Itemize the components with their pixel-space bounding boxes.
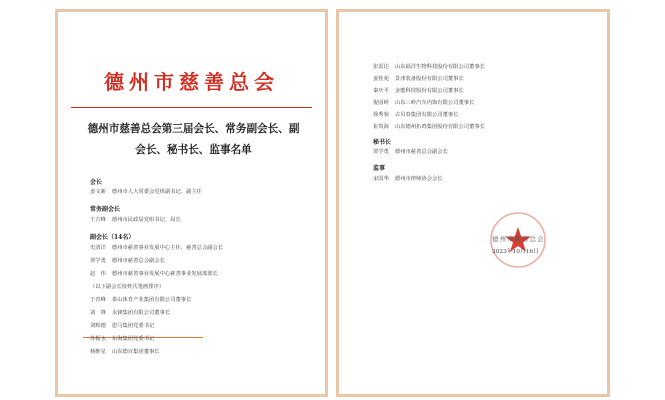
person-role: 德州市慈善事业发展中心慈善事业发展部部长: [111, 271, 218, 277]
letterhead-rule: [71, 107, 312, 108]
document-page-right: [336, 9, 610, 397]
person-row: [90, 336, 154, 343]
title-line-1: 德州市慈善总会第三届会长、常务副会长、副: [87, 123, 300, 135]
person-row: [90, 258, 165, 265]
person-role: 山东德州扒鸡集团股份有限公司董事长: [394, 124, 485, 130]
person-role: 山东德百集团董事长: [111, 349, 160, 355]
document-page-left: [55, 9, 328, 397]
person-row: [373, 124, 485, 131]
section-heading-supervisor: 监事: [373, 165, 386, 172]
person-role: 金能科技股份有限公司董事长: [394, 88, 464, 94]
person-row: [373, 64, 485, 71]
person-role: 泰山体育产业集团有限公司董事长: [111, 297, 192, 303]
person-row: [90, 245, 223, 252]
person-name: 姜桂苑: [373, 76, 389, 82]
person-role: 德州市慈善总会副会长: [111, 258, 165, 264]
person-row: [90, 349, 160, 356]
person-row: [373, 76, 464, 83]
letterhead-title: 德州市慈善总会: [104, 70, 279, 94]
person-name: 崔贵海: [373, 124, 389, 130]
person-row-highlighted: [90, 323, 154, 330]
person-name: 徐秀菊: [373, 112, 389, 118]
section-heading-vice-presidents: 副会长（14名）: [90, 234, 135, 241]
person-role: 德州市慈善事业发展中心主任、慈善总会副会长: [111, 245, 224, 251]
person-role: 永锋集团有限公司董事长: [111, 310, 171, 316]
section-heading-secretary: 秘书长: [373, 139, 392, 146]
person-row: [90, 297, 191, 304]
person-name: 贾学勇: [373, 149, 389, 155]
document-title: [74, 119, 313, 161]
person-row: [373, 112, 458, 119]
person-role: 德州市民政局党组书记、局长: [111, 217, 181, 223]
person-name: 张雷达: [373, 64, 389, 70]
seal-signature-text: 德州市慈善总会: [492, 235, 545, 243]
ordering-note: （以下副会长按姓氏笔画排序）: [90, 284, 165, 290]
person-row: [90, 217, 181, 224]
person-name: 秦庆平: [373, 88, 389, 94]
person-role: 景津装备股份有限公司董事长: [394, 76, 464, 82]
person-name: 苏振水: [90, 336, 106, 342]
person-name: 赵 伟: [90, 271, 106, 277]
section-heading-president: 会长: [90, 179, 103, 186]
person-row: [90, 310, 170, 317]
person-name: 倪国岭: [373, 100, 389, 106]
title-line-2: 会长、秘书长、监事名单: [135, 144, 252, 156]
section-heading-executive-vp: 常务副会长: [90, 206, 121, 213]
person-role: 山东三岭汽车内饰有限公司董事长: [394, 100, 475, 106]
person-role: 德州市人大常委会党组副书记、副主任: [111, 189, 202, 195]
document-date: 2023年10月16日: [492, 249, 539, 255]
person-row: [373, 100, 474, 107]
person-name: 姜文新: [90, 189, 106, 195]
person-row: [90, 271, 218, 278]
person-row: [90, 189, 202, 196]
person-name: 于青峰: [90, 297, 106, 303]
person-role: 恩马集团党委书记: [111, 323, 155, 329]
person-name: 刘 锋: [90, 310, 106, 316]
person-role: 山东福洋生物科技股份有限公司董事长: [394, 64, 485, 70]
person-name: 贾学勇: [90, 258, 106, 264]
person-row: [373, 176, 443, 183]
person-role: 古贝春集团有限公司董事长: [394, 112, 459, 118]
person-name: 宋国华: [373, 176, 389, 182]
person-name: 杨维星: [90, 349, 106, 355]
person-name: 刘辉德: [90, 323, 106, 329]
person-row: [373, 88, 464, 95]
person-role: 东海集团党委书记: [111, 336, 155, 342]
person-role: 德州市律师协会会长: [394, 176, 443, 182]
person-name: 王吉峰: [90, 217, 106, 223]
person-name: 史清洋: [90, 245, 106, 251]
person-role: 德州市慈善总会副会长: [394, 149, 448, 155]
person-row: [373, 149, 448, 156]
